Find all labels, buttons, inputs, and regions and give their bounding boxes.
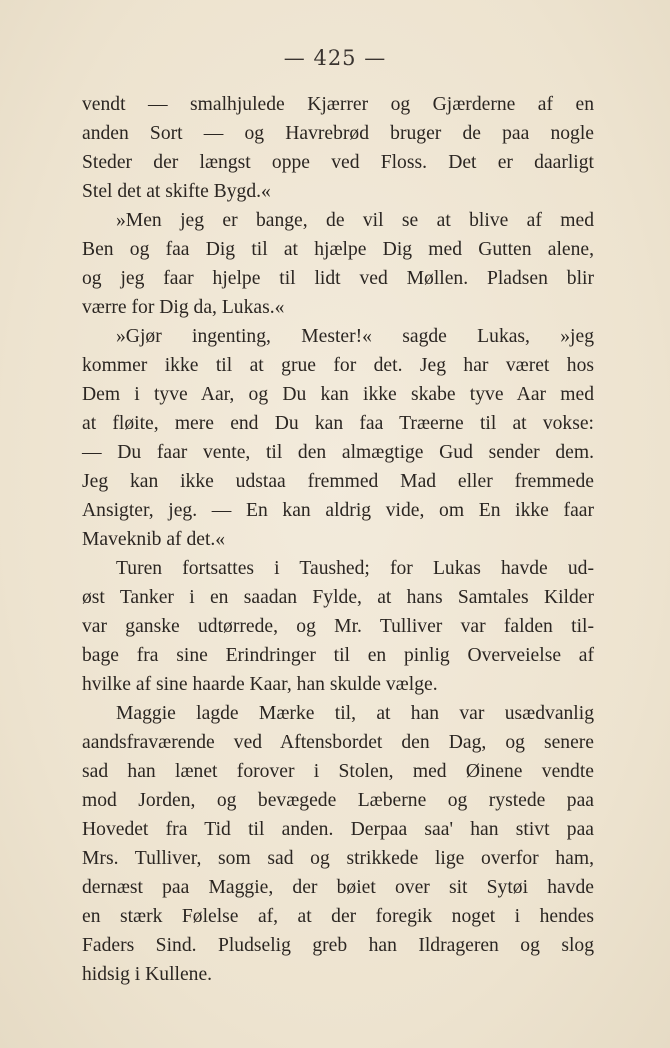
text-line: øst Tanker i en saadan Fylde, at hans Samtales Kilder [82,587,594,608]
page-number: — 425 — [283,46,387,70]
text-line: bage fra sine Erindringer til en pinlig Overveielse af [82,645,594,666]
paragraph [82,554,594,699]
paragraph [82,699,594,989]
text-line: aandsfraværende ved Aftensbordet den Dag, og senere [82,732,594,753]
text-line: hvilke af sine haarde Kaar, han skulde vælge. [82,674,438,695]
text-line: Stel det at skifte Bygd.« [82,181,271,202]
text-line: vendt — smalhjulede Kjærrer og Gjærderne af en [82,94,594,115]
text-line: Ansigter, jeg. — En kan aldrig vide, om En ikke faar [82,500,594,521]
text-line: Mrs. Tulliver, som sad og strikkede lige overfor ham, [82,848,594,869]
text-line: værre for Dig da, Lukas.« [82,297,285,318]
text-line: hidsig i Kullene. [82,964,213,985]
text-line: Maveknib af det.« [82,529,226,550]
text-line: Ben og faa Dig til at hjælpe Dig med Gutten alene, [82,239,594,260]
text-line: Maggie lagde Mærke til, at han var usædvanlig [116,703,594,724]
text-line: Steder der længst oppe ved Floss. Det er daarligt [82,152,594,173]
text-line: Faders Sind. Pludselig greb han Ildrageren og slog [82,935,594,956]
text-line: at fløite, mere end Du kan faa Træerne til at vokse: [82,413,594,434]
text-line: anden Sort — og Havrebrød bruger de paa nogle [82,123,594,144]
body-text [82,90,594,989]
text-line: kommer ikke til at grue for det. Jeg har været hos [82,355,594,376]
text-line: Turen fortsattes i Taushed; for Lukas havde ud- [116,558,594,579]
text-line: Hovedet fra Tid til anden. Derpaa saa' han stivt paa [82,819,594,840]
text-line: Jeg kan ikke udstaa fremmed Mad eller fremmede [82,471,594,492]
paragraph [82,90,594,206]
text-line: sad han lænet forover i Stolen, med Øinene vendte [82,761,594,782]
text-line: Dem i tyve Aar, og Du kan ikke skabe tyve Aar med [82,384,594,405]
text-line: og jeg faar hjelpe til lidt ved Møllen. Pladsen blir [82,268,594,289]
paragraph [82,322,594,554]
text-line: »Men jeg er bange, de vil se at blive af med [116,210,594,231]
text-line: »Gjør ingenting, Mester!« sagde Lukas, »jeg [116,326,594,347]
text-line: dernæst paa Maggie, der bøiet over sit Sytøi havde [82,877,594,898]
text-line: var ganske udtørrede, og Mr. Tulliver var falden til- [82,616,594,637]
text-line: — Du faar vente, til den almægtige Gud sender dem. [82,442,594,463]
text-line: en stærk Følelse af, at der foregik noget i hendes [82,906,594,927]
paragraph [82,206,594,322]
text-line: mod Jorden, og bevægede Læberne og rystede paa [82,790,594,811]
